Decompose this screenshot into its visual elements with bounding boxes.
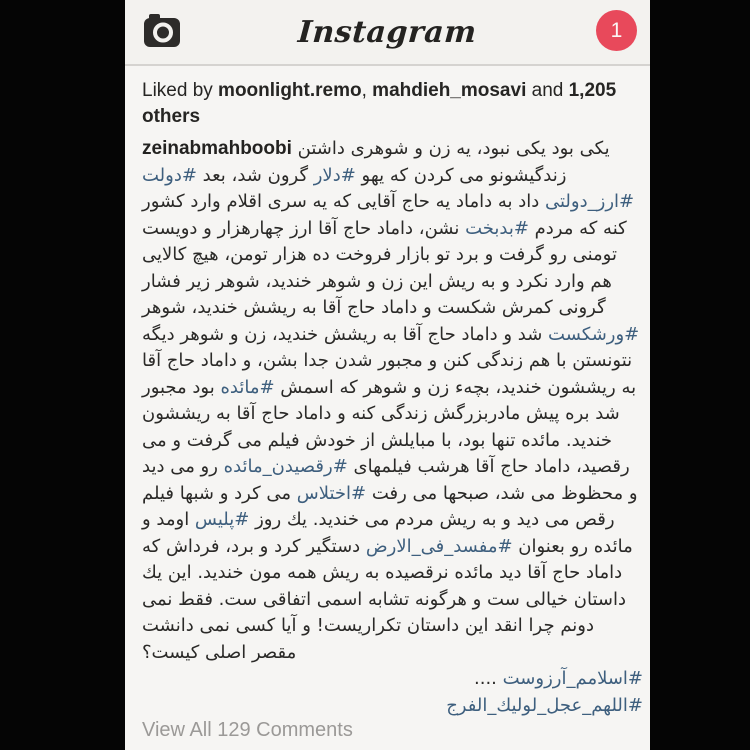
liker-username-1[interactable]: moonlight.remo (218, 80, 362, 101)
caption-text: بود مجبور شد بره پیش مادربزرگش زندگی کنه و داماد حاج آقا به ریششون خندید. مائده تنها بود، با مبایلش از خودش فیلم می گرفت و می رقصید، داماد حاج آقا هرشب فیلمهای (142, 376, 630, 477)
caption-text: داد به داماد یه حاج آقایی که یه سری اقلام وارد کشور کنه که مردم (142, 191, 627, 239)
caption-text: نشن، داماد حاج آقا ارز چهارهزار و دویست تومنی رو گرفت و برد تو بازار فروخت ده هزار تومن، هیچ کالایی هم وارد نکرد و به ریش این زن و شوهر خندید، شوهر زیر فشار گرونی کمرش شکست و داماد حاج آقا به ریشش خندید، شوهر (142, 217, 617, 318)
caption-text: اومد و مائده رو بعنوان (142, 509, 633, 557)
caption-hashtag-link[interactable]: #اختلاس (296, 482, 367, 504)
instagram-feed-screen (125, 0, 650, 750)
caption-paragraph (142, 666, 643, 693)
caption-hashtag-link[interactable]: #دلار (313, 164, 356, 186)
caption-text: دستگیر کرد و برد، فرداش که داماد حاج آقا دید مائده نرقصیده به ریش همه مون خندید. این یك داستان خیالی ست و هرگونه تشابه اسمی اتفاقی ست. فقط نمی دونم چرا انقد این داستان تکراریست! و آیا کسی نمی دانشت مقصر اصلی کیست؟ (142, 535, 626, 663)
likes-conjunction: and (526, 80, 569, 101)
caption-text: .... (474, 668, 503, 689)
liker-username-2[interactable]: mahdieh_mosavi (372, 80, 527, 101)
likes-separator: , (361, 80, 373, 101)
likes-prefix: Liked by (142, 80, 219, 101)
caption (125, 132, 650, 719)
caption-text: یکی بود یکی نبود، یه زن و شوهری داشتن زندگیشونو می کردن که یهو (291, 138, 610, 186)
caption-hashtag-link[interactable]: #مائده (220, 376, 275, 398)
app-header (125, 0, 650, 66)
caption-hashtag-link[interactable]: #ارز_دولتی (545, 191, 635, 212)
caption-text: رو می دید و محظوظ می شد، صبحها می رفت (142, 456, 638, 504)
camera-button[interactable] (143, 14, 181, 48)
caption-hashtag-link[interactable]: #ورشکست (548, 323, 640, 345)
caption-text: گرون شد، بعد (196, 164, 314, 186)
view-all-comments-button[interactable]: View All 129 Comments (125, 719, 650, 750)
caption-text: شد و داماد حاج آقا به ریشش خندید، زن و شوهر دیگه نتونستن با هم زندگی کنن و مجبور شدن جدا بشن، و داماد حاج آقا به ریششون خندید، بچهء زن و شوهر که اسمش (142, 323, 637, 398)
caption-hashtag-link[interactable]: #بدبخت (465, 217, 529, 239)
caption-hashtag-link[interactable]: #دولت (142, 164, 197, 186)
caption-hashtag-link[interactable]: #رقصیدن_مائده (223, 456, 348, 477)
caption-paragraph (142, 136, 643, 666)
caption-text: می کرد و شبها فیلم رقص می دید و به ریش مردم می خندید. یك روز (142, 482, 615, 530)
caption-paragraph (142, 693, 643, 720)
camera-icon (143, 36, 181, 51)
instagram-logo: Instagram (297, 14, 478, 50)
caption-hashtag-link[interactable]: #اسلامم_آرزوست (502, 668, 643, 689)
caption-hashtag-link[interactable]: #اللهم_عجل_لوليك_الفرج (446, 694, 643, 716)
notification-badge-count: 1 (610, 18, 623, 42)
notification-badge[interactable] (596, 10, 637, 51)
caption-hashtag-link[interactable]: #پلیس (194, 509, 250, 530)
caption-username-link[interactable]: zeinabmahboobi (142, 138, 292, 159)
likes-row[interactable] (125, 66, 650, 132)
caption-hashtag-link[interactable]: #مفسد_فی_الارض (365, 535, 513, 557)
likes-others-count[interactable]: 1,205 others (142, 80, 617, 127)
